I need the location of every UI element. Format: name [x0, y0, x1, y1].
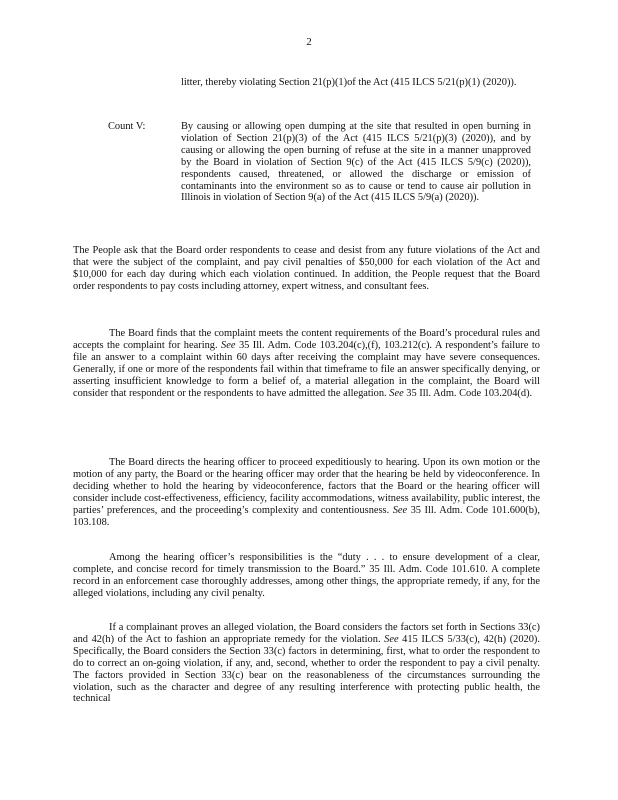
p2-text-c: 35 Ill. Adm. Code 103.204(d).: [406, 387, 533, 399]
page-number: 2: [306, 36, 312, 48]
paragraph-remedy-factors: [73, 622, 540, 705]
p2-text-b: 35 Ill. Adm. Code 103.204(c),(f), 103.212(c). A respondent’s failure to file an answer to a complaint within 60 days after receiving the complaint may have severe consequences. Generally, if one or more of the respondents fail within that timeframe to file an answer specifically denying, or asserting insufficient knowledge to form a belief of, a material allegation in the complaint, the Board will consider that respondent or the respondents to have admitted the allegation.: [73, 339, 540, 399]
count-v-label: Count V:: [108, 121, 146, 132]
paragraph-responsibilities: Among the hearing officer’s responsibilities is the “duty . . . to ensure development of a clear, complete, and concise record for timely transmission to the Board.” 35 Ill. Adm. Code 101.610. A complete record in an enforcement case thoroughly addresses, among other things, the appropriate remedy, if any, for the alleged violations, including any civil penalty.: [73, 552, 540, 599]
paragraph-hearing-officer: [73, 457, 540, 528]
p5-see: See: [384, 633, 399, 645]
count-v-text: By causing or allowing open dumping at the site that resulted in open burning in violation of Section 21(p)(3) of the Act (415 ILCS 5/21(p)(3) (2020)), and by causing or allowing the open burning of refuse at the site in a manner unapproved by the Board in violation of Section 9(c) of the Act (415 ILCS 5/9(c) (2020)), respondents caused, threatened, or allowed the discharge or emission of contaminants into the environment so as to cause or tend to cause air pollution in Illinois in violation of Section 9(a) of the Act (415 ILCS 5/9(a) (2020)).: [181, 121, 531, 204]
p3-text-b: 35 Ill. Adm. Code 101.600(b), 103.108.: [73, 504, 540, 528]
p5-text-b: 415 ILCS 5/33(c), 42(h) (2020). Specifically, the Board considers the Section 33(c) factors in determining, first, what to order the respondent to do to correct an on-going violation, if any, and, second, whether to order the respondent to pay a civil penalty. The factors provided in Section 33(c) bear on the reasonableness of the circumstances surrounding the violation, such as the character and degree of any resulting interference with protecting public health, the technical: [73, 633, 540, 705]
p2-text-a: The Board finds that the complaint meets the content requirements of the Board’s procedural rules and accepts the complaint for hearing.: [73, 328, 540, 351]
p5-text-a: If a complainant proves an alleged violation, the Board considers the factors set forth in Sections 33(c) and 42(h) of the Act to fashion an appropriate remedy for the violation.: [73, 622, 540, 645]
p2-see-2: See: [389, 387, 404, 399]
p3-text-a: The Board directs the hearing officer to proceed expeditiously to hearing. Upon its own motion or the motion of any party, the Board or the hearing officer may order that the hearing be held by videoconference. In deciding whether to hold the hearing by videoconference, factors that the Board or the hearing officer will consider include cost-effectiveness, efficiency, facility accommodations, witness availability, public interest, the parties’ preferences, and the proceeding’s complexity and contentiousness.: [73, 457, 540, 516]
count-iv-continuation: litter, thereby violating Section 21(p)(1)of the Act (415 ILCS 5/21(p)(1) (2020)).: [181, 77, 517, 88]
p2-see-1: See: [221, 339, 236, 351]
paragraph-complaint-accepted: [73, 328, 540, 399]
paragraph-relief-requested: The People ask that the Board order respondents to cease and desist from any future violations of the Act and that were the subject of the complaint, and pay civil penalties of $50,000 for each violation of the Act and $10,000 for each day during which each violation continued. In addition, the People request that the Board order respondents to pay costs including attorney, expert witness, and consultant fees.: [73, 245, 540, 292]
p3-see: See: [392, 504, 408, 516]
